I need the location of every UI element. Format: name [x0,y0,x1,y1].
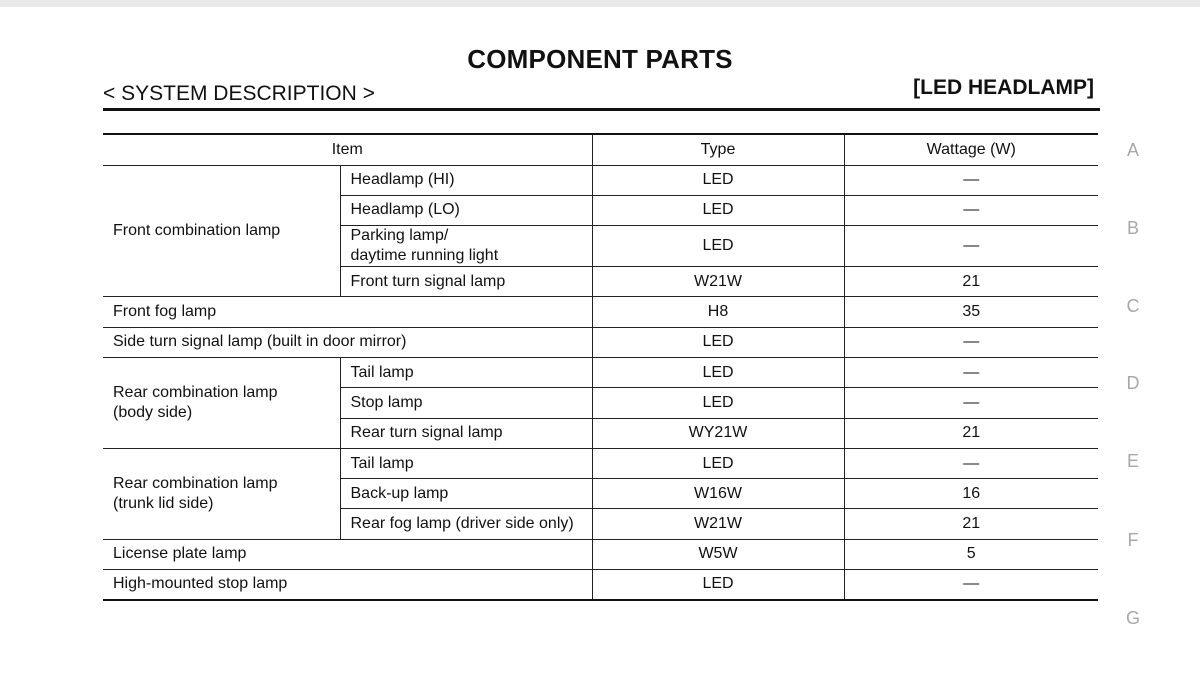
item-cell: Front fog lamp [103,297,592,327]
group-line: (body side) [113,403,193,421]
item-cell: Rear fog lamp (driver side only) [340,509,592,539]
group-line: (trunk lid side) [113,494,214,512]
item-cell: Stop lamp [340,388,592,418]
type-cell: W21W [592,267,844,297]
item-cell: High-mounted stop lamp [103,570,592,600]
wattage-cell: — [844,570,1098,600]
item-cell [340,226,592,267]
table-row [103,327,1098,357]
type-cell: LED [592,327,844,357]
group-rear-combination-lamp-trunk [103,448,340,539]
table-row [103,357,1098,387]
group-front-combination-lamp: Front combination lamp [103,165,340,297]
group-rear-combination-lamp-body [103,357,340,448]
page-title: COMPONENT PARTS [467,44,733,74]
type-cell: WY21W [592,418,844,448]
wattage-cell: 21 [844,509,1098,539]
type-cell: LED [592,165,844,195]
table-row [103,165,1098,195]
item-cell: Headlamp (HI) [340,165,592,195]
item-line: daytime running light [350,247,499,265]
type-cell: LED [592,226,844,267]
type-cell: W5W [592,539,844,569]
item-cell: Headlamp (LO) [340,195,592,225]
wattage-cell: — [844,388,1098,418]
wattage-cell: — [844,226,1098,267]
item-cell: Rear turn signal lamp [340,418,592,448]
type-cell: LED [592,570,844,600]
item-cell: License plate lamp [103,539,592,569]
item-line: Parking lamp/ [350,227,449,245]
side-index-letter: B [1126,218,1139,238]
side-index-letter: C [1126,296,1140,316]
type-cell: W16W [592,479,844,509]
column-header-type: Type [592,134,844,165]
item-cell: Back-up lamp [340,479,592,509]
wattage-cell: — [844,165,1098,195]
side-index-letter: F [1127,530,1139,550]
wattage-cell: — [844,448,1098,478]
table-row [103,539,1098,569]
side-index-letter: E [1126,451,1139,471]
column-header-wattage: Wattage (W) [844,134,1098,165]
type-cell: W21W [592,509,844,539]
top-strip [0,0,1200,7]
section-title: < SYSTEM DESCRIPTION > [103,82,375,105]
table-header-row [103,134,1098,165]
header-rule [103,108,1100,111]
wattage-cell: 21 [844,418,1098,448]
wattage-cell: 21 [844,267,1098,297]
column-header-item: Item [103,134,592,165]
side-index-letter: A [1126,140,1139,160]
section-tag: [LED HEADLAMP] [913,76,1094,99]
wattage-cell: 35 [844,297,1098,327]
side-index-letter: D [1126,373,1140,393]
item-cell: Front turn signal lamp [340,267,592,297]
type-cell: LED [592,357,844,387]
group-line: Rear combination lamp [113,474,278,492]
wattage-cell: — [844,327,1098,357]
table-row [103,448,1098,478]
wattage-cell: 5 [844,539,1098,569]
type-cell: LED [592,388,844,418]
wattage-cell: — [844,357,1098,387]
item-cell: Tail lamp [340,448,592,478]
group-line: Rear combination lamp [113,383,278,401]
wattage-cell: 16 [844,479,1098,509]
side-index-letter: G [1125,608,1140,628]
component-parts-table [103,133,1098,601]
type-cell: H8 [592,297,844,327]
table-row [103,297,1098,327]
type-cell: LED [592,448,844,478]
table-row [103,570,1098,600]
type-cell: LED [592,195,844,225]
item-cell: Tail lamp [340,357,592,387]
wattage-cell: — [844,195,1098,225]
item-cell: Side turn signal lamp (built in door mirror) [103,327,592,357]
